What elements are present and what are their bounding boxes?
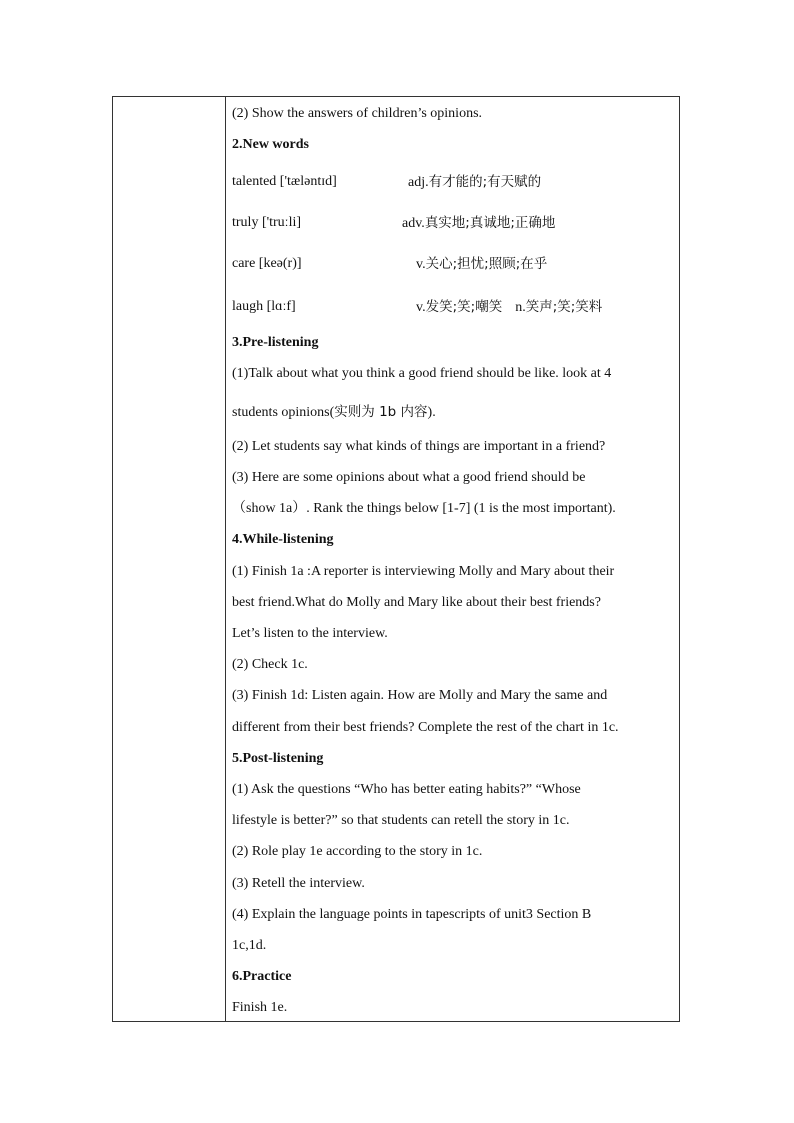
text-line: (1)Talk about what you think a good friend should be like. look at 4 — [232, 366, 612, 381]
text-line: (2) Check 1c. — [232, 657, 308, 672]
vocab-pos: v. — [416, 257, 426, 272]
lesson-table — [112, 96, 680, 1022]
section-heading-new-words: 2.New words — [232, 137, 309, 152]
text-line: (3) Finish 1d: Listen again. How are Molly and Mary the same and — [232, 688, 608, 703]
text-line: 1c,1d. — [232, 938, 267, 953]
text-segment-chinese: 实则为 1b 内容 — [334, 404, 428, 420]
text-line: lifestyle is better?” so that students can retell the story in 1c. — [232, 813, 570, 828]
vocab-pos: adv. — [402, 216, 425, 231]
section-heading-practice: 6.Practice — [232, 969, 292, 984]
vocab-definition — [416, 256, 547, 273]
section-heading-post-listening: 5.Post-listening — [232, 751, 324, 766]
vocab-definition — [402, 215, 555, 232]
text-line: Finish 1e. — [232, 1000, 288, 1015]
vocab-pos: v. — [416, 300, 426, 315]
text-line: (3) Here are some opinions about what a good friend should be — [232, 470, 586, 485]
vocab-meaning: 关心;担忧;照顾;在乎 — [425, 256, 548, 272]
text-line: (2) Let students say what kinds of things are important in a friend? — [232, 439, 606, 454]
vocab-meaning: 发笑;笑;嘲笑 — [425, 299, 503, 315]
text-segment: students opinions( — [232, 405, 335, 420]
text-line: (2) Show the answers of children’s opinions. — [232, 106, 483, 121]
vocab-word: talented ['tæləntɪd] — [232, 174, 337, 189]
text-line: (1) Finish 1a :A reporter is interviewing Molly and Mary about their — [232, 564, 615, 579]
vocab-meaning: 笑声;笑;笑料 — [525, 299, 603, 315]
text-line: (3) Retell the interview. — [232, 876, 365, 891]
text-line: different from their best friends? Complete the rest of the chart in 1c. — [232, 720, 619, 735]
column-divider — [225, 97, 226, 1021]
text-line — [232, 404, 436, 421]
vocab-definition — [416, 299, 602, 316]
text-line: （show 1a）. Rank the things below [1-7] (1 is the most important). — [232, 501, 616, 516]
vocab-meaning: 真实地;真诚地;正确地 — [424, 215, 556, 231]
vocab-meaning: 有才能的;有天赋的 — [428, 174, 542, 190]
text-line: Let’s listen to the interview. — [232, 626, 388, 641]
section-heading-while-listening: 4.While-listening — [232, 532, 334, 547]
vocab-pos: adj. — [408, 175, 429, 190]
text-line: best friend.What do Molly and Mary like about their best friends? — [232, 595, 601, 610]
section-heading-pre-listening: 3.Pre-listening — [232, 335, 319, 350]
text-line: (2) Role play 1e according to the story in 1c. — [232, 844, 483, 859]
text-line: (4) Explain the language points in tapescripts of unit3 Section B — [232, 907, 592, 922]
vocab-word: truly ['truːli] — [232, 215, 302, 230]
vocab-pos: n. — [515, 300, 526, 315]
text-segment: ). — [427, 405, 436, 420]
vocab-definition — [408, 174, 541, 191]
text-line: (1) Ask the questions “Who has better eating habits?” “Whose — [232, 782, 581, 797]
vocab-word: care [keə(r)] — [232, 256, 302, 271]
vocab-word: laugh [lɑːf] — [232, 299, 296, 314]
